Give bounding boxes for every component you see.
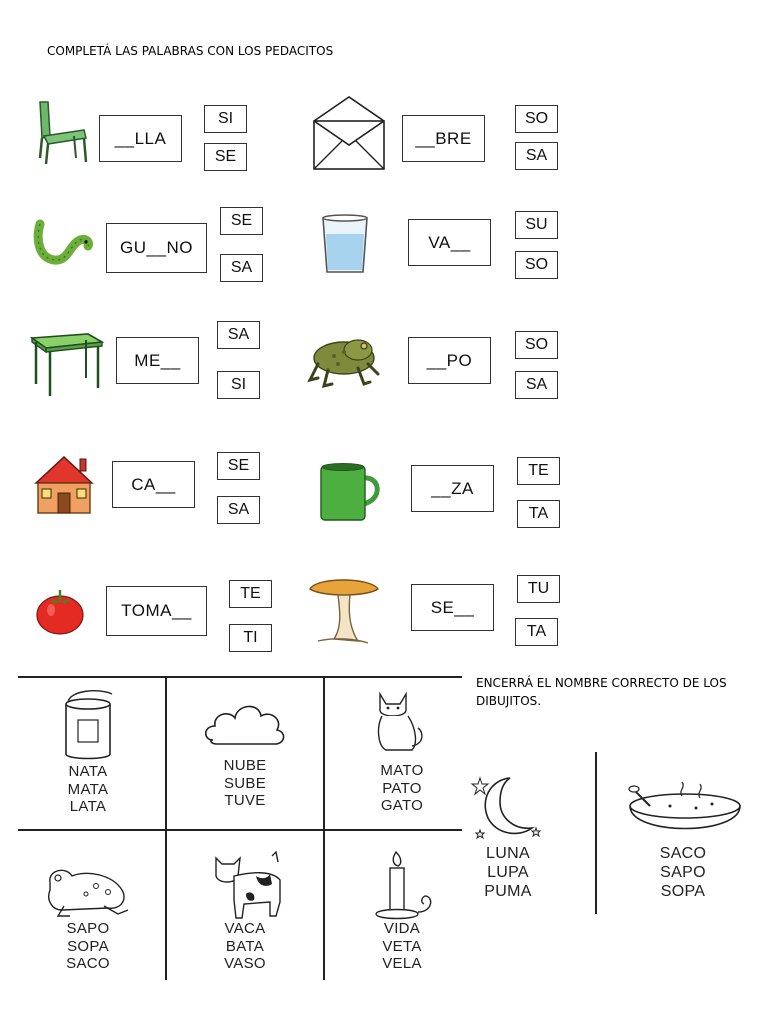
syllable-option-10b[interactable]: TA <box>515 618 558 646</box>
word-box-6: __PO <box>408 337 491 384</box>
word-option[interactable]: SOPA <box>660 883 706 900</box>
syllable-option-7b[interactable]: SA <box>217 496 260 524</box>
table-icon <box>30 330 104 400</box>
envelope-icon <box>312 95 386 171</box>
syllable-option-8b[interactable]: TA <box>517 500 560 528</box>
moon-icon <box>470 774 550 844</box>
syllable-option-5b[interactable]: SI <box>217 371 260 399</box>
word-box-10: SE__ <box>411 584 494 631</box>
syllable-option-6b[interactable]: SA <box>515 371 558 399</box>
word-option[interactable]: SOPA <box>67 937 109 955</box>
word-box-1: __LLA <box>99 115 182 162</box>
word-box-2: __BRE <box>402 115 485 162</box>
word-options-cat <box>354 762 450 815</box>
instruction-circle: ENCERRÁ EL NOMBRE CORRECTO DE LOS DIBUJITOS. <box>476 676 727 708</box>
word-option[interactable]: SAPO <box>660 864 706 881</box>
grid-line-v2 <box>323 676 325 980</box>
word-options-cloud <box>197 757 293 810</box>
candle-icon <box>372 850 436 920</box>
syllable-option-3b[interactable]: SA <box>220 254 263 282</box>
worm-icon <box>34 218 92 266</box>
word-options-can <box>40 763 136 816</box>
syllable-option-6a[interactable]: SO <box>515 331 558 359</box>
word-option[interactable]: NUBE <box>223 757 267 774</box>
syllable-option-2a[interactable]: SO <box>515 105 558 133</box>
syllable-option-10a[interactable]: TU <box>517 575 560 603</box>
syllable-option-3a[interactable]: SE <box>220 207 263 235</box>
word-option[interactable]: VACA <box>224 920 266 937</box>
word-option[interactable]: PATO <box>382 779 422 797</box>
word-option[interactable]: NATA <box>68 763 108 780</box>
word-option[interactable]: LUPA <box>487 864 529 881</box>
word-option[interactable]: MATO <box>380 762 424 779</box>
word-option[interactable]: SUBE <box>223 774 267 792</box>
cat-icon <box>372 688 426 752</box>
cow-icon <box>210 850 284 920</box>
word-option[interactable]: BATA <box>225 937 265 955</box>
syllable-option-1b[interactable]: SE <box>204 143 247 171</box>
word-box-8: __ZA <box>411 465 494 512</box>
word-options-moon <box>460 844 556 901</box>
word-box-5: ME__ <box>116 337 199 384</box>
toad-icon <box>308 334 380 390</box>
frog-icon <box>42 862 132 918</box>
word-options-cow <box>197 920 293 973</box>
grid-line-v1 <box>165 676 167 980</box>
syllable-option-1a[interactable]: SI <box>204 105 247 133</box>
word-box-4: VA__ <box>408 219 491 266</box>
word-box-3: GU__NO <box>106 223 207 273</box>
word-options-candle <box>354 920 450 973</box>
syllable-option-4b[interactable]: SO <box>515 251 558 279</box>
grid-line-top <box>18 676 462 678</box>
house-icon <box>34 453 94 515</box>
word-option[interactable]: SAPO <box>66 920 110 937</box>
cloud-icon <box>203 698 287 748</box>
word-option[interactable]: VELA <box>382 955 422 972</box>
syllable-option-9b[interactable]: TI <box>229 624 272 652</box>
mug-icon <box>319 462 385 522</box>
syllable-option-7a[interactable]: SE <box>217 452 260 480</box>
word-option[interactable]: SACO <box>66 955 110 972</box>
word-option[interactable]: PUMA <box>484 883 532 900</box>
word-option[interactable]: LUNA <box>486 845 530 862</box>
extra-divider <box>595 752 597 914</box>
word-options-soup <box>635 844 731 901</box>
chair-icon <box>34 100 90 166</box>
tomato-icon <box>35 588 85 636</box>
word-box-7: CA__ <box>112 461 195 508</box>
syllable-option-8a[interactable]: TE <box>517 457 560 485</box>
grid-line-middle <box>18 829 462 831</box>
word-option[interactable]: SACO <box>659 845 707 862</box>
glass-icon <box>321 214 369 276</box>
word-option[interactable]: TUVE <box>224 792 266 809</box>
word-option[interactable]: VIDA <box>383 920 421 937</box>
word-box-9: TOMA__ <box>106 586 207 636</box>
word-options-frog <box>40 920 136 973</box>
word-option[interactable]: MATA <box>67 780 109 798</box>
syllable-option-4a[interactable]: SU <box>515 211 558 239</box>
syllable-option-5a[interactable]: SA <box>217 321 260 349</box>
syllable-option-2b[interactable]: SA <box>515 142 558 170</box>
word-option[interactable]: GATO <box>380 797 424 814</box>
mushroom-icon <box>306 575 380 645</box>
word-option[interactable]: VASO <box>224 955 266 972</box>
can-icon <box>60 688 116 760</box>
syllable-option-9a[interactable]: TE <box>229 580 272 608</box>
instruction-title: COMPLETÁ LAS PALABRAS CON LOS PEDACITOS <box>47 44 334 58</box>
word-option[interactable]: LATA <box>69 798 107 815</box>
soup-bowl-icon <box>626 782 744 842</box>
word-option[interactable]: VETA <box>382 937 422 955</box>
